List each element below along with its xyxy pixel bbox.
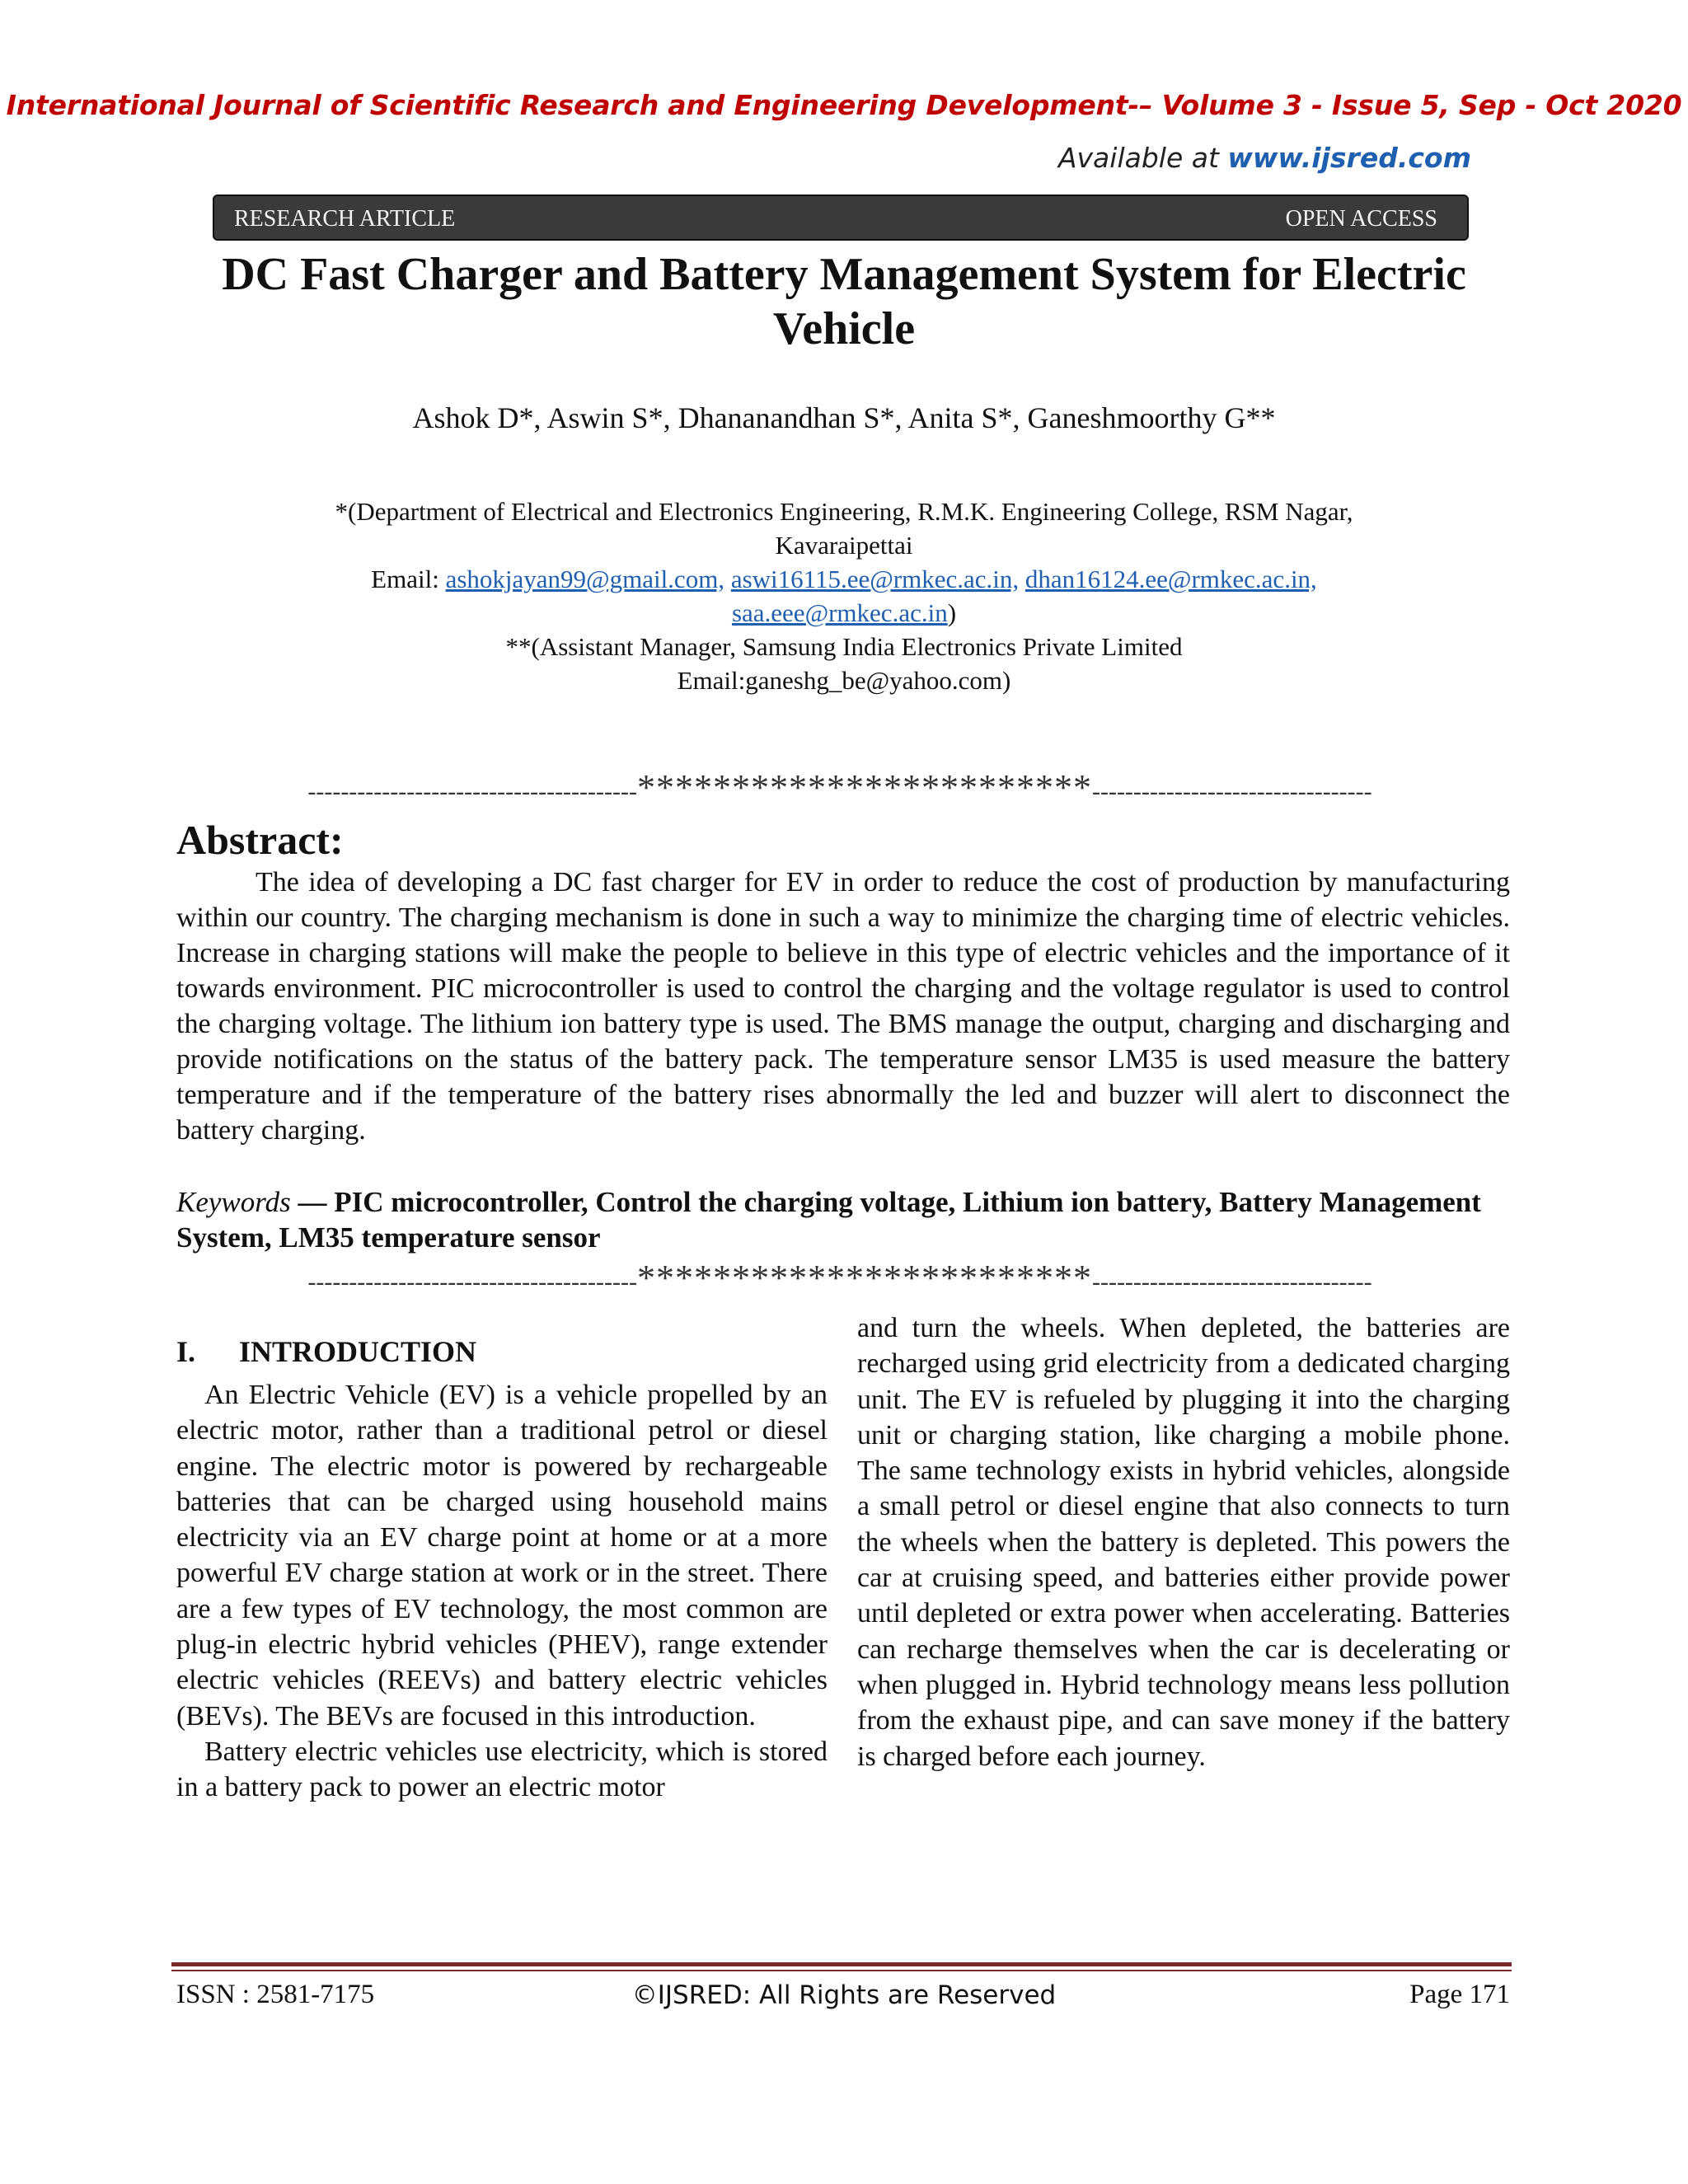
email-link-4[interactable]: saa.eee@rmkec.ac.in [731,598,948,627]
abstract-text: The idea of developing a DC fast charger for EV in order to reduce the cost of production by manufacturing within our country. The charging mechanism is done in such a way to minimize the charging time of electric vehicles. Increase in charging stations will make the people to believe in this type of electric vehicles and the importance of it towards environment. PIC microcontroller is used to control the charging and the voltage regulator is used to control the charging voltage. The lithium ion battery type is used. The BMS manage the output, charging and discharging and provide notifications on the status of the battery pack. The temperature sensor LM35 is used measure the battery temperature and if the temperature of the battery rises abnormally the led and buzzer will alert to disconnect the battery charging. [176,867,1510,1146]
second-affiliation: **(Assistant Manager, Samsung India Electronics Private Limited [505,632,1183,661]
left-column [176,1377,828,1806]
right-column: and turn the wheels. When depleted, the batteries are recharged using grid electricity from a dedicated charging unit. The EV is refueled by plugging it into the charging unit or charging station, like charging a mobile phone. The same technology exists in hybrid vehicles, alongside a small petrol or diesel engine that also connects to turn the wheels when the battery is depleted. This powers the car at cruising speed, and batteries either provide power until depleted or extra power when accelerating. Batteries can recharge themselves when the car is decelerating or when plugged in. Hybrid technology means less pollution from the exhaust pipe, and can save money if the battery is charged before each journey. [857,1313,1510,1772]
department-city: Kavaraipettai [775,531,913,560]
journal-website-link[interactable]: www.ijsred.com [1227,142,1471,174]
separator-stars: ************************ [636,1258,1092,1298]
footer-rule [171,1962,1512,1966]
paper-title-line2: Vehicle [772,303,916,354]
second-email: Email:ganeshg_be@yahoo.com) [677,666,1011,695]
separator-stars: ************************ [636,767,1092,808]
article-type-bar [213,194,1469,241]
email-link-2[interactable]: aswi16115.ee@rmkec.ac.in, [730,565,1020,593]
journal-header: International Journal of Scientific Research and Engineering Development-– Volume 3 - Issue 5, Sep - Oct 2020 [6,89,1682,121]
section-heading-introduction [176,1334,476,1369]
section-number: I. [176,1335,196,1368]
keywords-label: Keywords [176,1186,291,1218]
section-title: INTRODUCTION [239,1335,477,1368]
department-line: *(Department of Electrical and Electronics Engineering, R.M.K. Engineering College, RSM Nagar, [335,497,1353,526]
footer-rule-thin [171,1970,1512,1971]
separator-dashes-left: ---------------------------------------- [307,1268,637,1296]
paper-title-line1: DC Fast Charger and Battery Management System for Electric [222,249,1466,300]
email-label: Email: [371,565,446,593]
intro-paragraph-2: Battery electric vehicles use electricity, which is stored in a battery pack to power an electric motor [176,1736,828,1803]
separator-bottom [176,1257,1503,1299]
author-list: Ashok D*, Aswin S*, Dhananandhan S*, Anita S*, Ganeshmoorthy G** [412,401,1276,434]
paper-title [176,247,1512,356]
email-line-2 [176,596,1512,630]
research-article-label: RESEARCH ARTICLE [234,206,456,232]
availability-line [1058,142,1471,174]
keywords-text: — PIC microcontroller, Control the charging voltage, Lithium ion battery, Battery Management System, LM35 temperature sensor [176,1186,1481,1254]
footer-page-number: Page 171 [1409,1980,1510,2009]
email-line [176,562,1512,596]
affiliation-block [176,494,1512,697]
separator-dashes-right: ---------------------------------- [1091,1268,1372,1296]
email-link-1[interactable]: ashokjayan99@gmail.com, [445,565,725,593]
open-access-label: OPEN ACCESS [1285,206,1437,232]
separator-top [176,766,1503,808]
abstract-heading: Abstract: [176,817,344,863]
email-link-3[interactable]: dhan16124.ee@rmkec.ac.in, [1025,565,1317,593]
keywords-paragraph [176,1184,1510,1255]
separator-dashes-left: ---------------------------------------- [307,778,637,805]
intro-paragraph-1: An Electric Vehicle (EV) is a vehicle propelled by an electric motor, rather than a traditional petrol or diesel engine. The electric motor is powered by rechargeable batteries that can be charged using household mains electricity via an EV charge point at home or at a more powerful EV charge station at work or in the street. There are a few types of EV technology, the most common are plug-in electric hybrid vehicles (PHEV), range extender electric vehicles (REEVs) and battery electric vehicles (BEVs). The BEVs are focused in this introduction. [176,1380,828,1732]
footer-copyright: ©IJSRED: All Rights are Reserved [631,1980,1057,2010]
footer-issn: ISSN : 2581-7175 [176,1980,375,2009]
available-prefix: Available at [1057,142,1228,174]
email-close-paren: ) [947,598,957,627]
separator-dashes-right: ---------------------------------- [1091,778,1372,805]
